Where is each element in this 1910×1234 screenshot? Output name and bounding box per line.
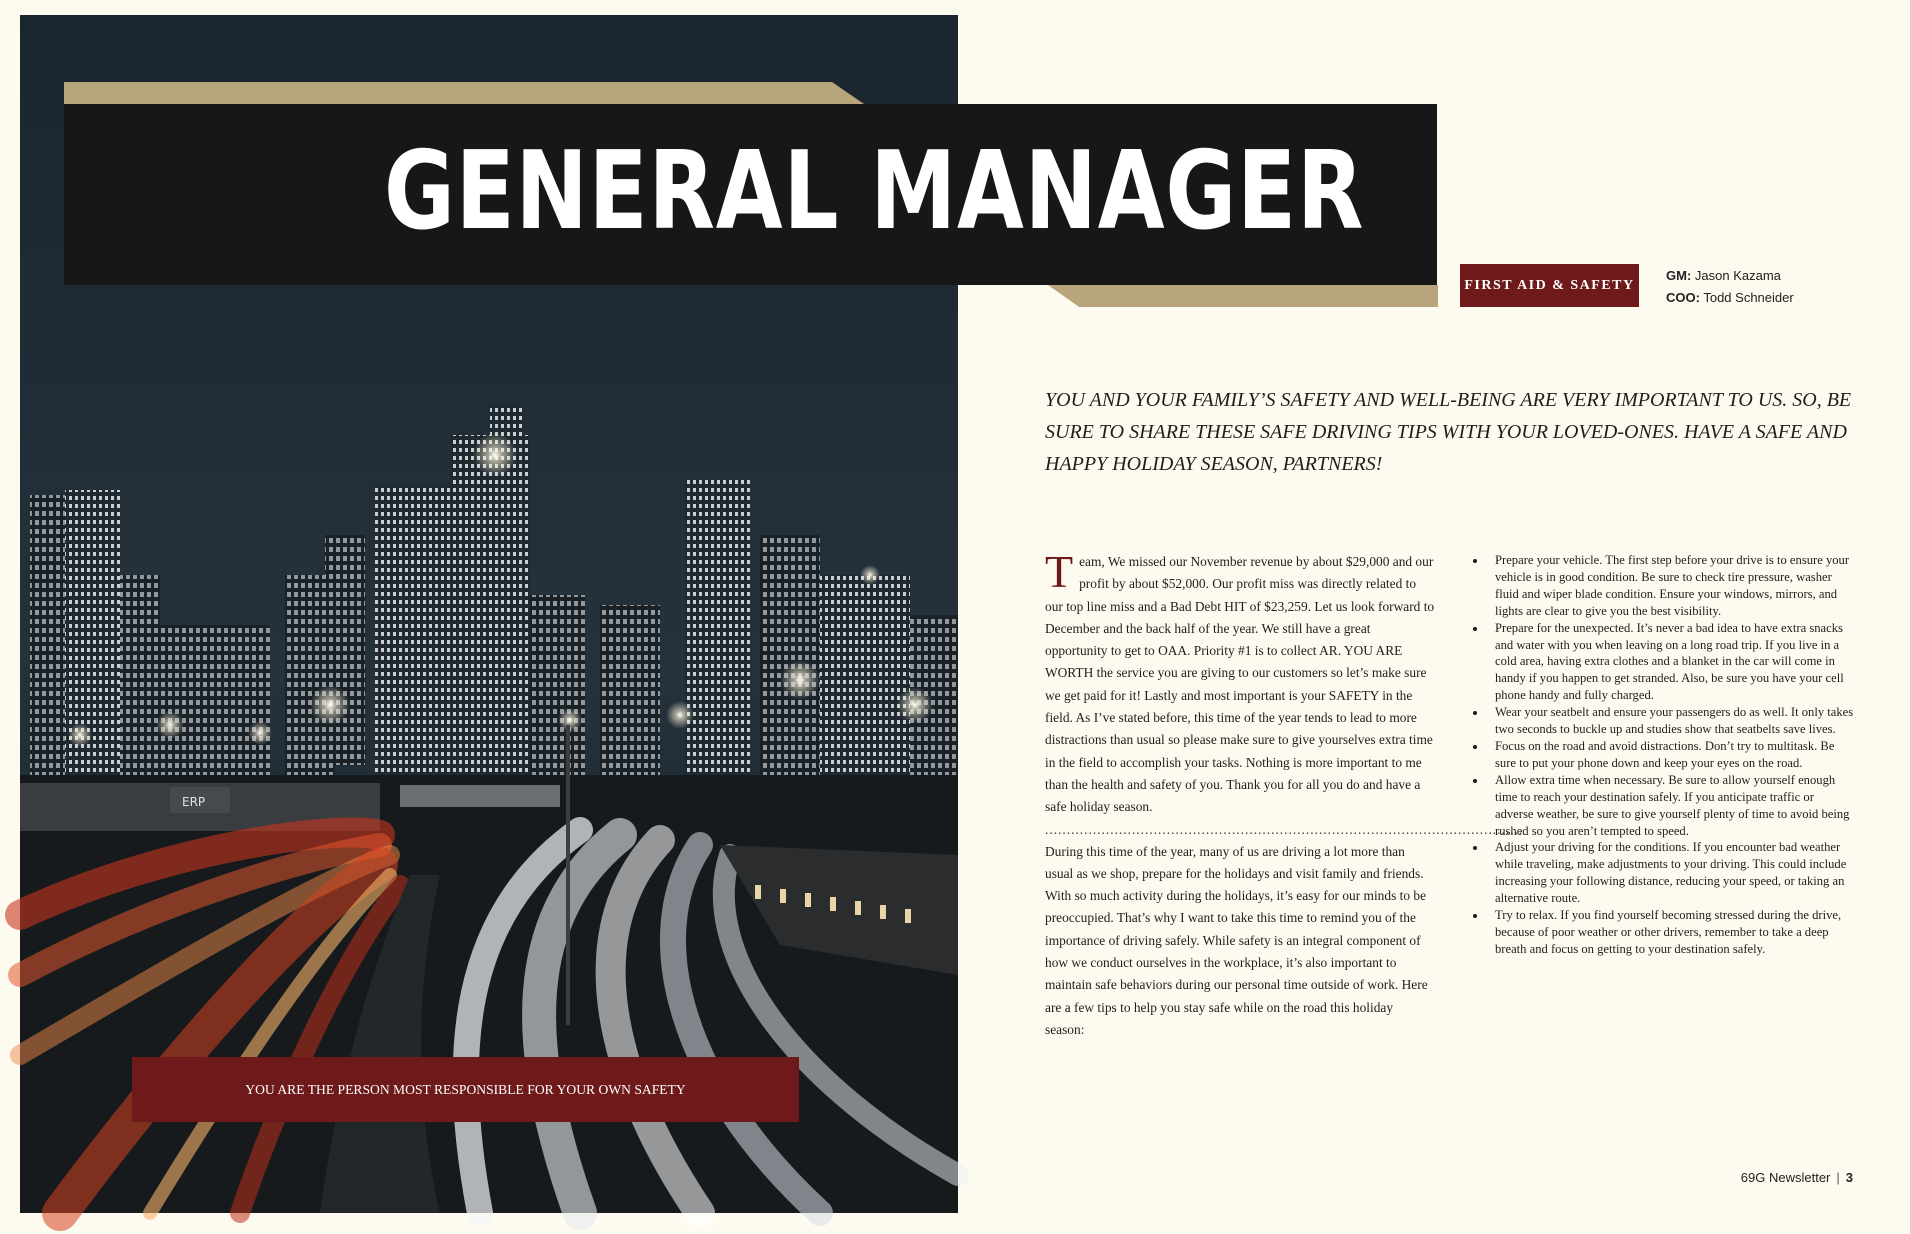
credit-gm [1666, 265, 1794, 287]
tips-column [1460, 552, 1855, 958]
tip-item: • Prepare your vehicle. The first step before your drive is to ensure your vehicle is in good condition. Be sure to check tire pressure, washer fluid and wiper blade condition. Ensure your windows, mirrors, and lights are clear to give you the best visibility. [1487, 552, 1855, 620]
footer-separator: | [1836, 1170, 1840, 1185]
credit-role: GM: [1666, 268, 1692, 283]
drop-cap: T [1045, 546, 1074, 597]
page-number: 3 [1845, 1170, 1853, 1185]
gold-accent-bar-bottom [1048, 285, 1438, 307]
tip-item: • Prepare for the unexpected. It’s never a bad idea to have extra snacks and water with you when leaving on a long road trip. If you live in a cold area, having extra clothes and a blanket in the car will come in handy if you happen to get stranded. Also, be sure you have your cell phone handy and fully charged. [1487, 620, 1855, 705]
erp-sign: ERP [182, 795, 206, 809]
page-footer [1741, 1170, 1853, 1185]
tip-item: • Try to relax. If you find yourself becoming stressed during the drive, because of poor weather or other drivers, remember to take a deep breath and focus on getting to your destination safely. [1487, 907, 1855, 958]
article-paragraph-1 [1045, 546, 1435, 819]
safety-banner: YOU ARE THE PERSON MOST RESPONSIBLE FOR YOUR OWN SAFETY [132, 1057, 799, 1122]
credit-name: Todd Schneider [1703, 290, 1794, 305]
credit-name: Jason Kazama [1694, 268, 1781, 283]
tips-list [1460, 552, 1855, 958]
credit-coo [1666, 287, 1794, 309]
page-title: GENERAL MANAGER [384, 129, 1365, 254]
credit-role: COO: [1666, 290, 1700, 305]
tip-item: • Focus on the road and avoid distractions. Don’t try to multitask. Be sure to put your phone down and keep your eyes on the road. [1487, 738, 1855, 772]
article-column [1045, 546, 1524, 1041]
dotted-divider: .............................................................................................................. [1045, 821, 1524, 837]
intro-text: YOU AND YOUR FAMILY’S SAFETY AND WELL-BEING ARE VERY IMPORTANT TO US. SO, BE SURE TO SHARE THESE SAFE DRIVING TIPS WITH YOUR LOVED-ONES. HAVE A SAFE AND HAPPY HOLIDAY SEASON, PARTNERS! [1045, 389, 1852, 475]
tip-item: • Adjust your driving for the conditions. If you encounter bad weather while traveling, make adjustments to your driving. This could include increasing your following distance, reducing your speed, or taking an alternative route. [1487, 839, 1855, 907]
section-tag: FIRST AID & SAFETY [1460, 264, 1639, 307]
article-paragraph-1-text: eam, We missed our November revenue by about $29,000 and our profit by about $52,000. Our profit miss was directly related to our top line miss and a Bad Debt HIT of $23,259. Let us look forward to December and the back half of the year. We still have a great opportunity to get to OAA. Priority #1 is to collect AR. YOU ARE WORTH the service you are giving to our customers so let’s make sure we get paid for it! Lastly and most important is your SAFETY in the field. As I’ve stated before, this time of the year tends to lead to more distractions than usual so please make sure to give yourselves extra time in the field to accomplish your tasks. Nothing is more important to me than the health and safety of you. Thank you for all you do and have a safe holiday season. [1045, 554, 1435, 815]
tip-item: • Allow extra time when necessary. Be sure to allow yourself enough time to reach your destination safely. If you anticipate traffic or adverse weather, be sure to give yourself plenty of time to avoid being rushed so you aren’t tempted to speed. [1487, 772, 1855, 840]
article-paragraph-2: During this time of the year, many of us are driving a lot more than usual as we shop, prepare for the holidays and visit family and friends. With so much activity during the holidays, it’s easy for our minds to be preoccupied. That’s why I want to take this time to remind you of the importance of driving safely. While safety is an integral component of how we conduct ourselves in the workplace, it’s also important to maintain safe behaviors during our personal time outside of work. Here are a few tips to help you stay safe while on the road this holiday season: [1045, 843, 1428, 1037]
credits [1666, 265, 1794, 309]
tip-item: • Wear your seatbelt and ensure your passengers do as well. It only takes two seconds to buckle up and studies show that seatbelts save lives. [1487, 704, 1855, 738]
publication-name: 69G Newsletter [1740, 1170, 1831, 1185]
gold-accent-bar-top [64, 82, 864, 104]
